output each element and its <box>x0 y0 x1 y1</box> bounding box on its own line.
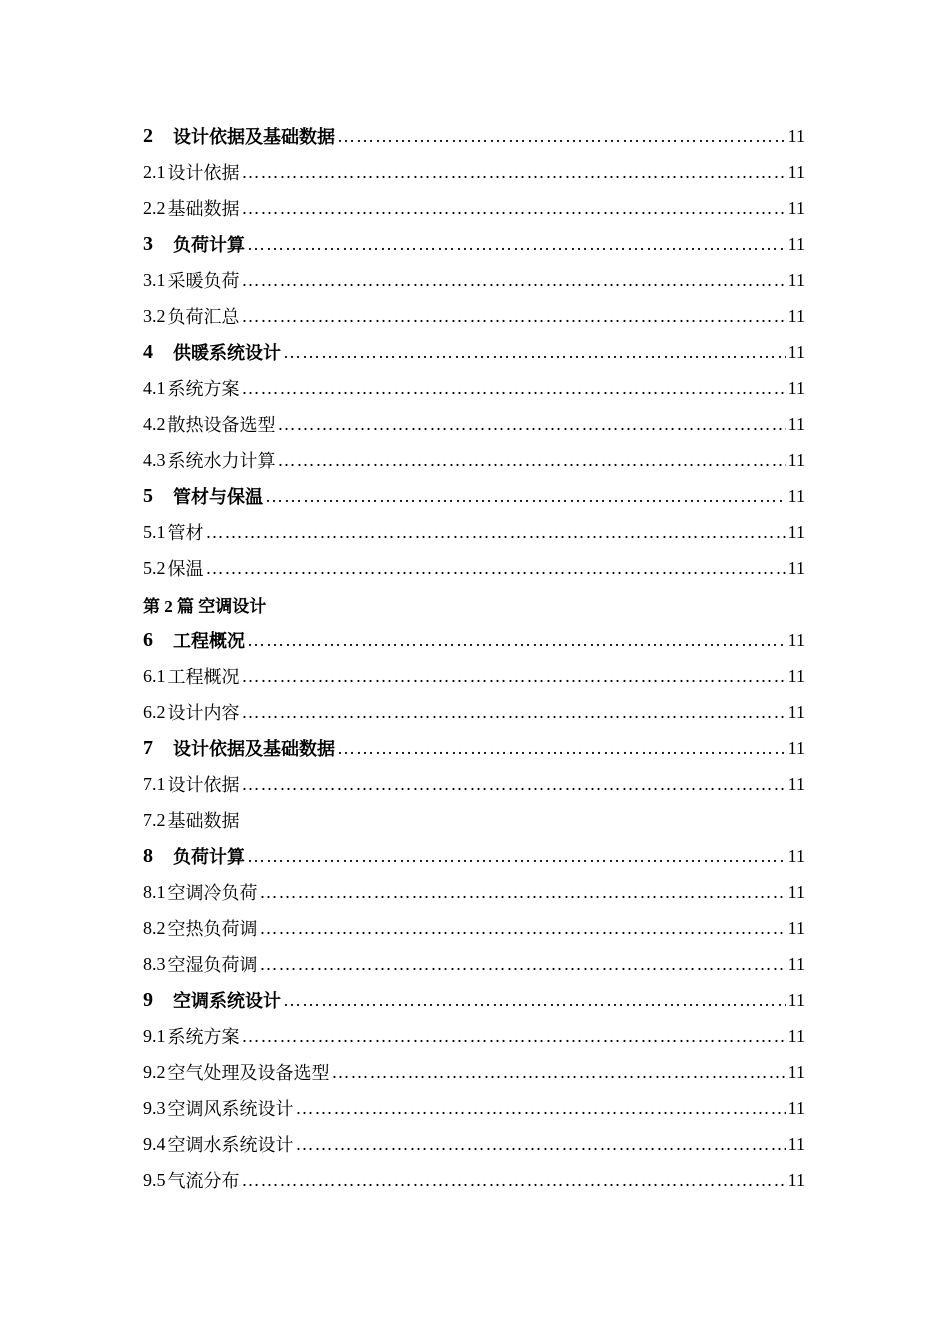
toc-chapter-entry <box>143 118 805 154</box>
toc-section-entry <box>143 1090 805 1126</box>
toc-section-entry <box>143 694 805 730</box>
toc-dot-leader <box>242 198 786 219</box>
toc-entry-title: 空气处理及设备选型 <box>167 1063 330 1083</box>
toc-section-entry <box>143 442 805 478</box>
toc-entry-number: 8 <box>143 844 153 867</box>
toc-entry-title: 负荷汇总 <box>167 307 240 327</box>
toc-entry-number: 9.2 <box>143 1061 166 1082</box>
toc-entry-title: 空湿负荷调 <box>167 955 258 975</box>
toc-entry-title: 基础数据 <box>167 811 240 831</box>
toc-entry-title: 工程概况 <box>167 667 240 687</box>
toc-dot-leader <box>247 630 786 651</box>
toc-section-entry <box>143 910 805 946</box>
toc-section-entry <box>143 1126 805 1162</box>
toc-entry-page-number: 11 <box>787 161 805 182</box>
toc-dot-leader <box>260 954 786 975</box>
toc-entry-page-number: 11 <box>787 377 805 398</box>
toc-section-entry <box>143 262 805 298</box>
toc-entry-page-number: 11 <box>787 1169 805 1190</box>
toc-entry-title: 设计内容 <box>167 703 240 723</box>
toc-entry-title: 保温 <box>167 559 204 579</box>
toc-entry-number: 8.2 <box>143 917 166 938</box>
toc-chapter-entry <box>143 730 805 766</box>
toc-dot-leader <box>206 558 786 579</box>
toc-entry-page-number: 11 <box>787 485 805 506</box>
toc-entry-title: 空调水系统设计 <box>167 1135 294 1155</box>
toc-dot-leader <box>283 990 786 1011</box>
toc-entry-page-number: 11 <box>787 737 805 758</box>
toc-entry-page-number: 11 <box>787 233 805 254</box>
toc-entry-page-number: 11 <box>787 1133 805 1154</box>
toc-entry-page-number: 11 <box>787 881 805 902</box>
toc-section-entry <box>143 550 805 586</box>
toc-chapter-entry <box>143 838 805 874</box>
toc-section-entry <box>143 1054 805 1090</box>
toc-entry-page-number: 11 <box>787 773 805 794</box>
toc-entry-title: 系统水力计算 <box>167 451 276 471</box>
toc-entry-title: 系统方案 <box>167 1027 240 1047</box>
toc-entry-page-number: 11 <box>787 845 805 866</box>
toc-entry-page-number: 11 <box>787 1097 805 1118</box>
toc-entry-number: 2 <box>143 124 153 147</box>
toc-entry-title: 负荷计算 <box>173 235 245 255</box>
toc-dot-leader <box>242 378 786 399</box>
toc-entry-number: 4.2 <box>143 413 166 434</box>
toc-dot-leader <box>242 1026 786 1047</box>
toc-entry-title: 基础数据 <box>167 199 240 219</box>
table-of-contents <box>143 118 805 1198</box>
toc-entry-number: 3.2 <box>143 305 166 326</box>
toc-entry-title: 气流分布 <box>167 1171 240 1191</box>
toc-entry-page-number: 11 <box>787 449 805 470</box>
toc-dot-leader <box>260 918 786 939</box>
toc-entry-page-number: 11 <box>787 917 805 938</box>
toc-dot-leader <box>247 846 786 867</box>
toc-chapter-entry <box>143 622 805 658</box>
toc-entry-number: 9 <box>143 988 153 1011</box>
toc-entry-title: 系统方案 <box>167 379 240 399</box>
toc-entry-title: 设计依据及基础数据 <box>173 127 335 147</box>
toc-dot-leader <box>242 306 786 327</box>
toc-entry-title: 采暖负荷 <box>167 271 240 291</box>
toc-dot-leader <box>242 702 786 723</box>
toc-section-entry <box>143 766 805 802</box>
toc-entry-title: 空热负荷调 <box>167 919 258 939</box>
toc-entry-title: 管材与保温 <box>173 487 263 507</box>
toc-entry-page-number: 11 <box>787 521 805 542</box>
toc-dot-leader <box>278 450 786 471</box>
toc-entry-page-number: 11 <box>787 989 805 1010</box>
toc-entry-number: 5 <box>143 484 153 507</box>
toc-entry-number: 6.2 <box>143 701 166 722</box>
toc-entry-title: 工程概况 <box>173 631 245 651</box>
toc-chapter-entry <box>143 334 805 370</box>
toc-dot-leader <box>296 1098 786 1119</box>
toc-entry-number: 8.3 <box>143 953 166 974</box>
toc-entry-title: 管材 <box>167 523 204 543</box>
toc-section-entry <box>143 370 805 406</box>
toc-dot-leader <box>278 414 786 435</box>
toc-entry-page-number: 11 <box>787 701 805 722</box>
toc-entry-number: 5.1 <box>143 521 166 542</box>
toc-section-entry <box>143 154 805 190</box>
toc-section-entry <box>143 1162 805 1198</box>
toc-entry-page-number: 11 <box>787 305 805 326</box>
toc-dot-leader <box>242 774 786 795</box>
toc-entry-number: 2.2 <box>143 197 166 218</box>
toc-entry-number: 9.3 <box>143 1097 166 1118</box>
toc-entry-page-number: 11 <box>787 1061 805 1082</box>
toc-entry-title: 设计依据 <box>167 775 240 795</box>
toc-dot-leader <box>283 342 786 363</box>
toc-entry-number: 6.1 <box>143 665 166 686</box>
toc-entry-page-number: 11 <box>787 629 805 650</box>
toc-entry-number: 9.4 <box>143 1133 166 1154</box>
toc-entry-number: 6 <box>143 628 153 651</box>
toc-entry-title: 空调风系统设计 <box>167 1099 294 1119</box>
toc-entry-number: 5.2 <box>143 557 166 578</box>
toc-entry-page-number: 11 <box>787 269 805 290</box>
toc-entry-number: 2.1 <box>143 161 166 182</box>
toc-section-entry <box>143 1018 805 1054</box>
toc-dot-leader <box>265 486 786 507</box>
toc-dot-leader <box>332 1062 786 1083</box>
toc-entry-number: 3 <box>143 232 153 255</box>
toc-entry-page-number: 11 <box>787 953 805 974</box>
toc-part-heading: 第 2 篇 空调设计 <box>143 596 267 616</box>
toc-dot-leader <box>242 270 786 291</box>
toc-dot-leader <box>242 1170 786 1191</box>
toc-dot-leader <box>242 666 786 687</box>
toc-entry-page-number: 11 <box>787 1025 805 1046</box>
toc-dot-leader <box>206 522 786 543</box>
toc-section-entry <box>143 802 805 838</box>
toc-entry-title: 供暖系统设计 <box>173 343 281 363</box>
toc-entry-number: 8.1 <box>143 881 166 902</box>
toc-dot-leader <box>337 126 786 147</box>
toc-entry-number: 9.5 <box>143 1169 166 1190</box>
toc-section-entry <box>143 514 805 550</box>
toc-entry-number: 7.1 <box>143 773 166 794</box>
toc-section-entry <box>143 946 805 982</box>
toc-dot-leader <box>242 162 786 183</box>
toc-section-entry <box>143 406 805 442</box>
toc-dot-leader <box>296 1134 786 1155</box>
toc-entry-number: 4.3 <box>143 449 166 470</box>
toc-section-entry <box>143 874 805 910</box>
toc-entry-title: 设计依据 <box>167 163 240 183</box>
toc-chapter-entry <box>143 982 805 1018</box>
toc-entry-page-number: 11 <box>787 341 805 362</box>
toc-entry-number: 3.1 <box>143 269 166 290</box>
toc-entry-title: 散热设备选型 <box>167 415 276 435</box>
toc-dot-leader <box>260 882 786 903</box>
toc-entry-title: 负荷计算 <box>173 847 245 867</box>
toc-entry-page-number: 11 <box>787 197 805 218</box>
toc-chapter-entry <box>143 226 805 262</box>
toc-entry-title: 设计依据及基础数据 <box>173 739 335 759</box>
toc-entry-page-number: 11 <box>787 125 805 146</box>
toc-dot-leader <box>247 234 786 255</box>
toc-entry-page-number: 11 <box>787 665 805 686</box>
toc-entry-number: 7.2 <box>143 809 166 830</box>
toc-entry-number: 7 <box>143 736 153 759</box>
toc-section-entry <box>143 658 805 694</box>
toc-entry-number: 9.1 <box>143 1025 166 1046</box>
toc-entry-number: 4.1 <box>143 377 166 398</box>
toc-entry-page-number: 11 <box>787 557 805 578</box>
toc-section-entry <box>143 190 805 226</box>
toc-section-entry <box>143 298 805 334</box>
toc-dot-leader <box>337 738 786 759</box>
toc-chapter-entry <box>143 478 805 514</box>
toc-entry-page-number: 11 <box>787 413 805 434</box>
toc-entry-number: 4 <box>143 340 153 363</box>
toc-entry-title: 空调系统设计 <box>173 991 281 1011</box>
toc-entry-title: 空调冷负荷 <box>167 883 258 903</box>
